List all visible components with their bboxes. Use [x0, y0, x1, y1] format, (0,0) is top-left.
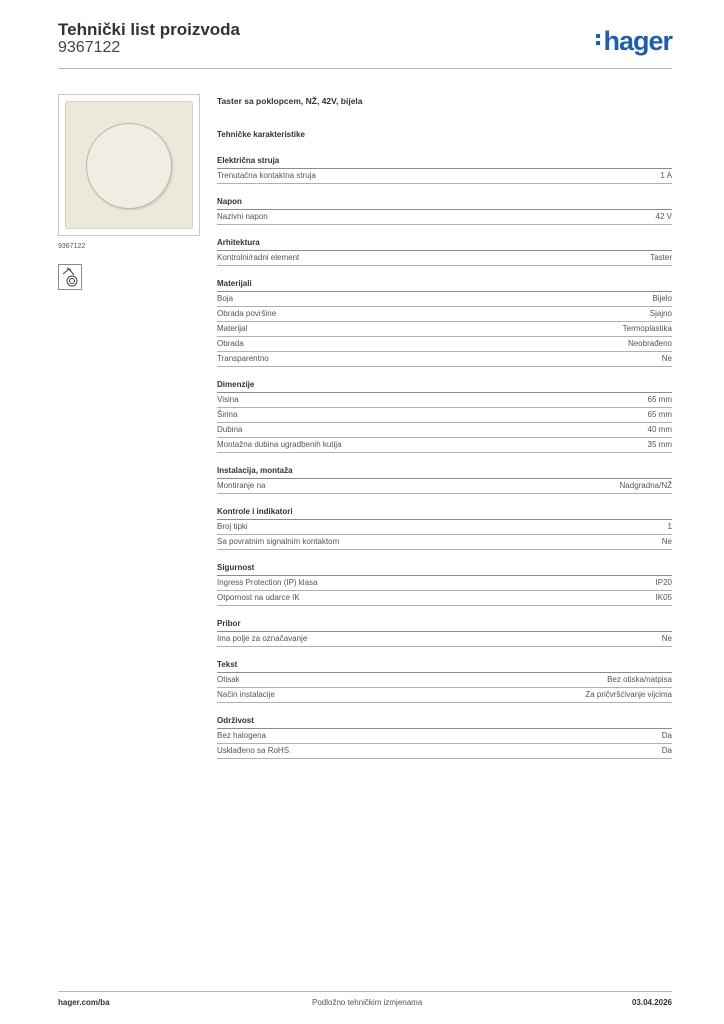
- pushbutton-symbol-icon: [58, 264, 82, 290]
- spec-value: IP20: [655, 578, 672, 587]
- spec-value: IK05: [655, 593, 672, 602]
- spec-row: [217, 673, 672, 688]
- spec-value: 65 mm: [647, 410, 672, 419]
- spec-value: Bijelo: [652, 294, 672, 303]
- spec-group: [217, 619, 672, 647]
- spec-label: Nazivni napon: [217, 212, 268, 221]
- spec-row: [217, 292, 672, 307]
- switch-button-cover: [86, 123, 172, 209]
- spec-group-title: Arhitektura: [217, 238, 672, 251]
- spec-value: 42 V: [655, 212, 672, 221]
- spec-label: Transparentno: [217, 354, 269, 363]
- spec-value: Za pričvršćivanje vijcima: [585, 690, 672, 699]
- footer-website: hager.com/ba: [58, 998, 110, 1007]
- spec-value: Neobrađeno: [627, 339, 672, 348]
- spec-label: Kontrolni/radni element: [217, 253, 300, 262]
- footer-divider: [58, 991, 672, 992]
- spec-value: Da: [661, 746, 672, 755]
- spec-label: Broj tipki: [217, 522, 248, 531]
- product-code: 9367122: [58, 39, 121, 56]
- spec-group: [217, 279, 672, 367]
- spec-row: [217, 632, 672, 647]
- logo-text: hager: [603, 26, 672, 56]
- product-image: [58, 94, 200, 236]
- spec-group-title: Napon: [217, 197, 672, 210]
- spec-row: [217, 591, 672, 606]
- spec-group-title: Električna struja: [217, 156, 672, 169]
- footer-date: 03.04.2026: [631, 998, 672, 1007]
- spec-group: [217, 716, 672, 759]
- spec-label: Način instalacije: [217, 690, 275, 699]
- logo-dots-icon: [596, 31, 601, 48]
- spec-label: Ingress Protection (IP) klasa: [217, 578, 318, 587]
- spec-row: [217, 210, 672, 225]
- page-title: Tehnički list proizvoda: [58, 20, 240, 39]
- spec-label: Boja: [217, 294, 234, 303]
- tech-characteristics-heading: Tehničke karakteristike: [217, 130, 305, 139]
- spec-row: [217, 307, 672, 322]
- spec-row: [217, 729, 672, 744]
- spec-label: Bez halogena: [217, 731, 266, 740]
- spec-group-title: Pribor: [217, 619, 672, 632]
- spec-label: Visina: [217, 395, 239, 404]
- spec-group: [217, 563, 672, 606]
- spec-row: [217, 337, 672, 352]
- spec-row: [217, 744, 672, 759]
- spec-value: 65 mm: [647, 395, 672, 404]
- footer-notice: Podložno tehničkim izmjenama: [312, 998, 423, 1007]
- specifications: [217, 96, 672, 759]
- spec-label: Montiranje na: [217, 481, 266, 490]
- spec-label: Trenutačna kontaktna struja: [217, 171, 316, 180]
- spec-row: [217, 352, 672, 367]
- spec-group-title: Instalacija, montaža: [217, 466, 672, 479]
- spec-row: [217, 169, 672, 184]
- hager-logo: [596, 26, 672, 57]
- spec-row: [217, 251, 672, 266]
- product-description: Taster sa poklopcem, NŽ, 42V, bijela: [217, 96, 363, 106]
- spec-label: Dubina: [217, 425, 243, 434]
- spec-row: [217, 479, 672, 494]
- spec-label: Ima polje za označavanje: [217, 634, 308, 643]
- spec-row: [217, 393, 672, 408]
- spec-row: [217, 688, 672, 703]
- spec-label: Montažna dubina ugradbenih kutija: [217, 440, 342, 449]
- spec-row: [217, 423, 672, 438]
- spec-value: Termoplastika: [622, 324, 672, 333]
- spec-group: [217, 507, 672, 550]
- spec-row: [217, 322, 672, 337]
- spec-value: Nadgradna/NŽ: [619, 481, 672, 490]
- spec-value: 40 mm: [647, 425, 672, 434]
- spec-group: [217, 466, 672, 494]
- spec-label: Sa povratnim signalnim kontaktom: [217, 537, 340, 546]
- spec-value: Bez otiska/natpisa: [607, 675, 672, 684]
- spec-group-title: Materijali: [217, 279, 672, 292]
- spec-value: Ne: [661, 537, 672, 546]
- spec-value: Da: [661, 731, 672, 740]
- switch-plate: [65, 101, 193, 229]
- spec-group-title: Kontrole i indikatori: [217, 507, 672, 520]
- spec-value: Taster: [650, 253, 672, 262]
- spec-group: [217, 660, 672, 703]
- spec-label: Otpornost na udarce IK: [217, 593, 300, 602]
- spec-label: Širina: [217, 410, 238, 419]
- spec-label: Obrada površine: [217, 309, 277, 318]
- spec-row: [217, 576, 672, 591]
- spec-row: [217, 408, 672, 423]
- spec-group: [217, 380, 672, 453]
- spec-row: [217, 520, 672, 535]
- spec-group: [217, 238, 672, 266]
- spec-label: Otisak: [217, 675, 240, 684]
- spec-value: Ne: [661, 634, 672, 643]
- header-divider: [58, 68, 672, 69]
- spec-label: Materijal: [217, 324, 248, 333]
- spec-group-title: Održivost: [217, 716, 672, 729]
- spec-value: 1: [667, 522, 672, 531]
- spec-value: Sjajno: [649, 309, 672, 318]
- spec-group-title: Tekst: [217, 660, 672, 673]
- spec-value: Ne: [661, 354, 672, 363]
- spec-group: [217, 197, 672, 225]
- spec-value: 35 mm: [647, 440, 672, 449]
- spec-row: [217, 535, 672, 550]
- spec-group-title: Sigurnost: [217, 563, 672, 576]
- spec-group: [217, 156, 672, 184]
- spec-group-title: Dimenzije: [217, 380, 672, 393]
- spec-row: [217, 438, 672, 453]
- spec-label: Obrada: [217, 339, 244, 348]
- spec-value: 1 A: [660, 171, 672, 180]
- spec-groups: [217, 156, 672, 759]
- spec-label: Usklađeno sa RoHS: [217, 746, 290, 755]
- product-image-caption: 9367122: [58, 243, 86, 250]
